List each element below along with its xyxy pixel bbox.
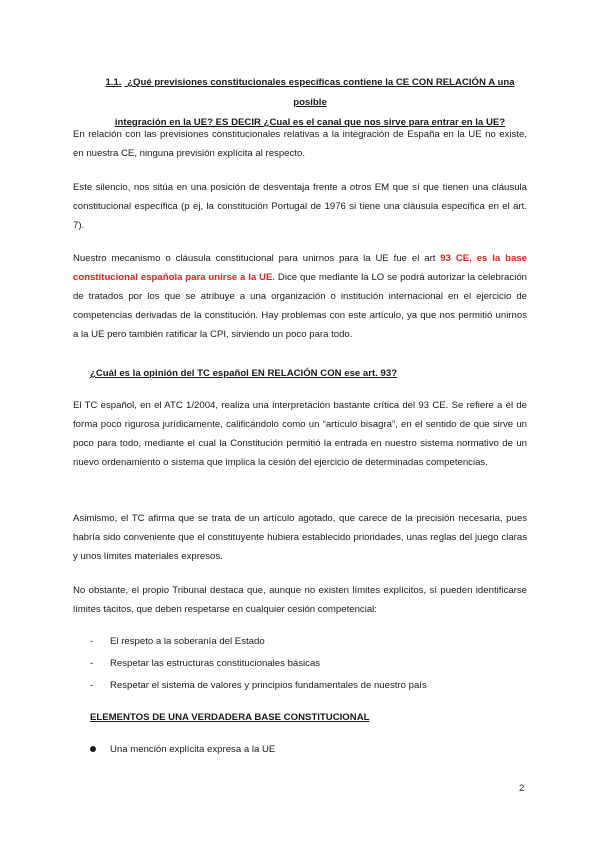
dash-marker: - [90, 658, 94, 669]
dash-marker: - [90, 680, 94, 691]
paragraph-2: Este silencio, nos sitúa en una posición de desventaja frente a otros EM que sí que tienen una cláusula constitucional específica (p ej, la constitución Portugal de 1976 si tiene una cláusula específica en el art. 7). [73, 182, 527, 231]
paragraph-3 [73, 249, 527, 344]
paragraph-5: Asimismo, el TC afirma que se trata de un artículo agotado, que carece de la precisión necesaria, pues habría sido conveniente que el constituyente hubiera establecido prioridades, unas reglas del juego claras y unos límites materiales expresos. [73, 513, 527, 562]
list-item [90, 654, 520, 676]
heading-line-1: ¿Qué previsiones constitucionales específicas contiene la CE CON RELACIÓN A una posible [127, 77, 515, 108]
paragraph-1: En relación con las previsiones constitucionales relativas a la integración de España en la UE no existe, en nuestra CE, ninguna previsión explícita al respecto. [73, 129, 527, 159]
list-item [90, 740, 275, 759]
bullet-dot-icon [90, 746, 96, 752]
page-number: 2 [519, 783, 525, 794]
list-item-text: Respetar las estructuras constitucionales básicas [110, 658, 321, 669]
paragraph-4: El TC español, en el ATC 1/2004, realiza una interpretación bastante crítica del 93 CE. Se refiere a él de forma poco rigurosa jurídicamente, calificándolo como un “artículo bisagra”, en el sentido de que sirve un poco para todo, mediante el cual la Constitución permitió la entrada en nuestro sistema normativo de un nuevo ordenamiento o sistema que implica la cesión del ejercicio de determinadas competencias. [73, 400, 527, 468]
heading-line-2: integración en la UE? ES DECIR ¿Cual es el canal que nos sirve para entrar en la UE? [114, 117, 506, 128]
paragraph-6: No obstante, el propio Tribunal destaca que, aunque no existen límites explícitos, sí pueden identificarse límites tácitos, que deben respetarse en cualquier cesión competencial: [73, 585, 527, 615]
paragraph-3-highlight: 93 CE, es la base constitucional española para unirse a la UE [73, 253, 527, 283]
list-item [90, 632, 520, 654]
list-item [90, 676, 520, 698]
subheading-tc-opinion: ¿Cuál es la opinión del TC español EN RELACIÓN CON ese art. 93? [90, 368, 398, 379]
heading-number: 1.1. [105, 77, 122, 88]
paragraph-3-start: Nuestro mecanismo o cláusula constitucional para unirnos para la UE fue el art [73, 253, 441, 264]
question-heading [90, 73, 530, 133]
subheading-constitutional-base: ELEMENTOS DE UNA VERDADERA BASE CONSTITUCIONAL [90, 712, 370, 723]
list-item-text: Respetar el sistema de valores y principios fundamentales de nuestro país [110, 680, 427, 691]
dash-marker: - [90, 636, 94, 647]
paragraph-3-end: . Dice que mediante la LO se podrá autorizar la celebración de tratados por los que se atribuye a una organización o institución internacional en el ejercicio de competencias derivadas de la constitución. Hay problemas con este artículo, ya que nos permitió unirnos a la UE pero también ratificar la CPI, sirviendo un poco para todo. [73, 272, 527, 340]
tacit-limits-list [90, 632, 520, 698]
constitutional-elements-list [90, 740, 275, 759]
list-item-text: Una mención explícita expresa a la UE [110, 744, 276, 755]
list-item-text: El respeto a la soberanía del Estado [110, 636, 265, 647]
